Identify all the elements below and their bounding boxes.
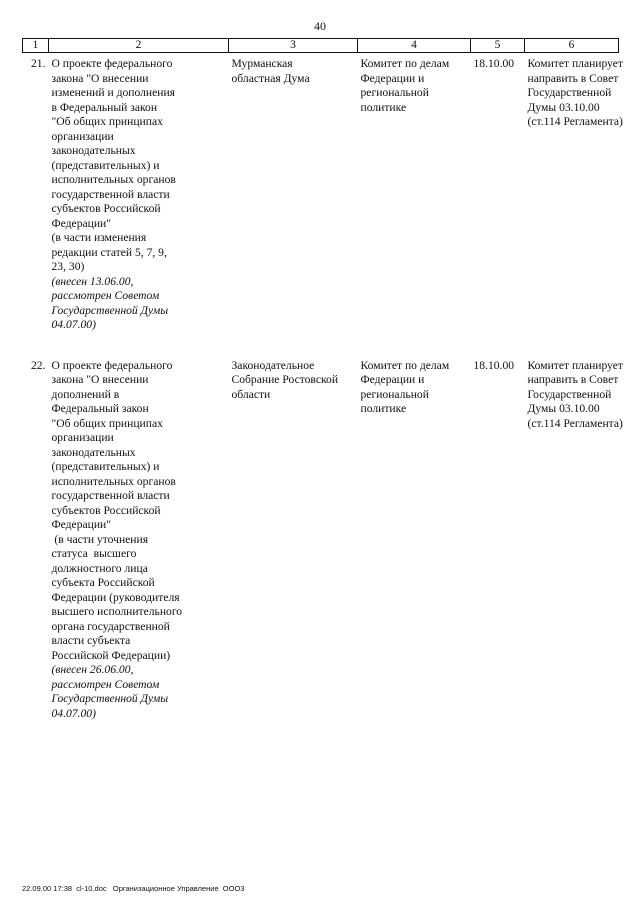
status-line: Государственной xyxy=(527,86,612,99)
committee-line: политике xyxy=(360,100,407,114)
status-line: (ст.114 Регламента) xyxy=(527,115,623,128)
bill-title-line: субъектов Российской xyxy=(51,202,161,215)
table-row xyxy=(23,355,619,722)
committee-cell xyxy=(358,355,471,722)
bill-title-line: О проекте федерального xyxy=(51,57,173,70)
committee-line: региональной xyxy=(360,86,429,99)
status-cell xyxy=(525,53,623,333)
status-line: Комитет планирует xyxy=(527,57,623,70)
author-line: Мурманская xyxy=(231,57,293,70)
committee-line: Комитет по делам xyxy=(360,57,450,70)
author-line: Собрание Ростовской xyxy=(231,373,339,386)
bill-title-line: закона "О внесении xyxy=(51,373,149,386)
bill-title-line: "Об общих принципах xyxy=(51,115,163,128)
bill-title-line: законодательных xyxy=(51,445,136,459)
bill-title-line: в Федеральный закон xyxy=(51,100,158,114)
bill-title-line: высшего исполнительного xyxy=(51,605,183,618)
bill-title-line: (представительных) и xyxy=(51,460,160,473)
bill-title-line: должностного лица xyxy=(51,561,148,575)
committee-line: Комитет по делам xyxy=(360,358,450,372)
column-header: 5 xyxy=(471,39,525,53)
bill-title-line: Федерации" xyxy=(51,216,111,230)
status-line: Думы 03.10.00 xyxy=(527,402,600,415)
bill-title-line: Федеральный закон xyxy=(51,402,149,415)
spacer-cell xyxy=(23,333,619,355)
author-line: областная Дума xyxy=(231,71,310,85)
status-cell xyxy=(525,355,623,722)
bill-title-cell xyxy=(49,355,229,722)
committee-cell xyxy=(358,53,471,333)
bill-title-line: власти субъекта xyxy=(51,634,131,647)
author-cell xyxy=(229,53,358,333)
status-line: Государственной xyxy=(527,387,612,401)
committee-line: Федерации и xyxy=(360,71,425,85)
status-line: направить в Совет xyxy=(527,71,619,85)
page-number: 40 xyxy=(314,19,326,33)
bill-title-line: субъектов Российской xyxy=(51,503,161,517)
bill-note-line: Государственной Думы xyxy=(51,303,169,317)
bill-note-line: рассмотрен Советом xyxy=(51,289,160,302)
row-number-cell: 22. xyxy=(31,358,46,372)
date-cell: 18.10.00 xyxy=(473,358,515,372)
column-number-row xyxy=(23,39,619,53)
committee-line: политике xyxy=(360,402,407,415)
bill-note-line: рассмотрен Советом xyxy=(51,677,160,691)
bill-title-line: законодательных xyxy=(51,144,136,157)
bill-title-line: (в части уточнения xyxy=(51,532,149,546)
bill-note-line: Государственной Думы xyxy=(51,692,169,705)
bill-title-line: государственной власти xyxy=(51,489,170,502)
bill-title-line: 23, 30) xyxy=(51,260,85,273)
status-line: Комитет планирует xyxy=(527,358,623,372)
bill-title-line: закона "О внесении xyxy=(51,71,149,85)
committee-line: Федерации и xyxy=(360,373,425,386)
bill-title-line: статуса высшего xyxy=(51,547,137,560)
table-body xyxy=(23,53,623,722)
row-number-cell: 21. xyxy=(31,57,46,70)
status-line: (ст.114 Регламента) xyxy=(527,416,623,430)
bill-note-line: (внесен 26.06.00, xyxy=(51,663,134,676)
column-header: 1 xyxy=(23,39,49,53)
bill-title-line: Российской Федерации) xyxy=(51,648,171,662)
bill-title-line: О проекте федерального xyxy=(51,358,173,372)
bill-title-line: организации xyxy=(51,431,114,444)
bill-title-line: изменений и дополнения xyxy=(51,86,175,99)
bill-title-line: дополнений в xyxy=(51,387,120,401)
author-line: области xyxy=(231,387,271,401)
status-line: направить в Совет xyxy=(527,373,619,386)
bill-title-line: (представительных) и xyxy=(51,158,160,172)
bill-title-line: редакции статей 5, 7, 9, xyxy=(51,245,167,259)
bill-note-line: 04.07.00) xyxy=(51,706,96,720)
bill-title-line: "Об общих принципах xyxy=(51,416,163,430)
row-spacer xyxy=(23,333,619,355)
bill-title-line: Федерации" xyxy=(51,518,111,531)
column-header: 3 xyxy=(229,39,358,53)
committee-line: региональной xyxy=(360,387,429,401)
document-footer: 22.09.00 17:38 cl-10.doc Организационное Управление ООО3 xyxy=(22,884,245,893)
column-header: 2 xyxy=(49,39,229,53)
bill-title-line: организации xyxy=(51,129,114,143)
bill-title-line: исполнительных органов xyxy=(51,474,176,488)
bill-title-line: государственной власти xyxy=(51,187,170,201)
table-row xyxy=(23,53,619,333)
bill-note-line: 04.07.00) xyxy=(51,318,96,331)
bill-title-line: исполнительных органов xyxy=(51,173,176,186)
column-header: 4 xyxy=(358,39,471,53)
bill-title-line: органа государственной xyxy=(51,619,170,633)
column-header: 6 xyxy=(525,39,619,53)
author-line: Законодательное xyxy=(231,358,315,372)
status-line: Думы 03.10.00 xyxy=(527,100,600,114)
bill-title-line: Федерации (руководителя xyxy=(51,590,180,604)
bill-title-line: (в части изменения xyxy=(51,231,147,244)
bill-title-cell xyxy=(49,53,229,333)
bills-table xyxy=(22,38,623,721)
date-cell: 18.10.00 xyxy=(473,57,515,70)
author-cell xyxy=(229,355,358,722)
bill-title-line: субъекта Российской xyxy=(51,576,155,589)
bill-note-line: (внесен 13.06.00, xyxy=(51,274,134,288)
